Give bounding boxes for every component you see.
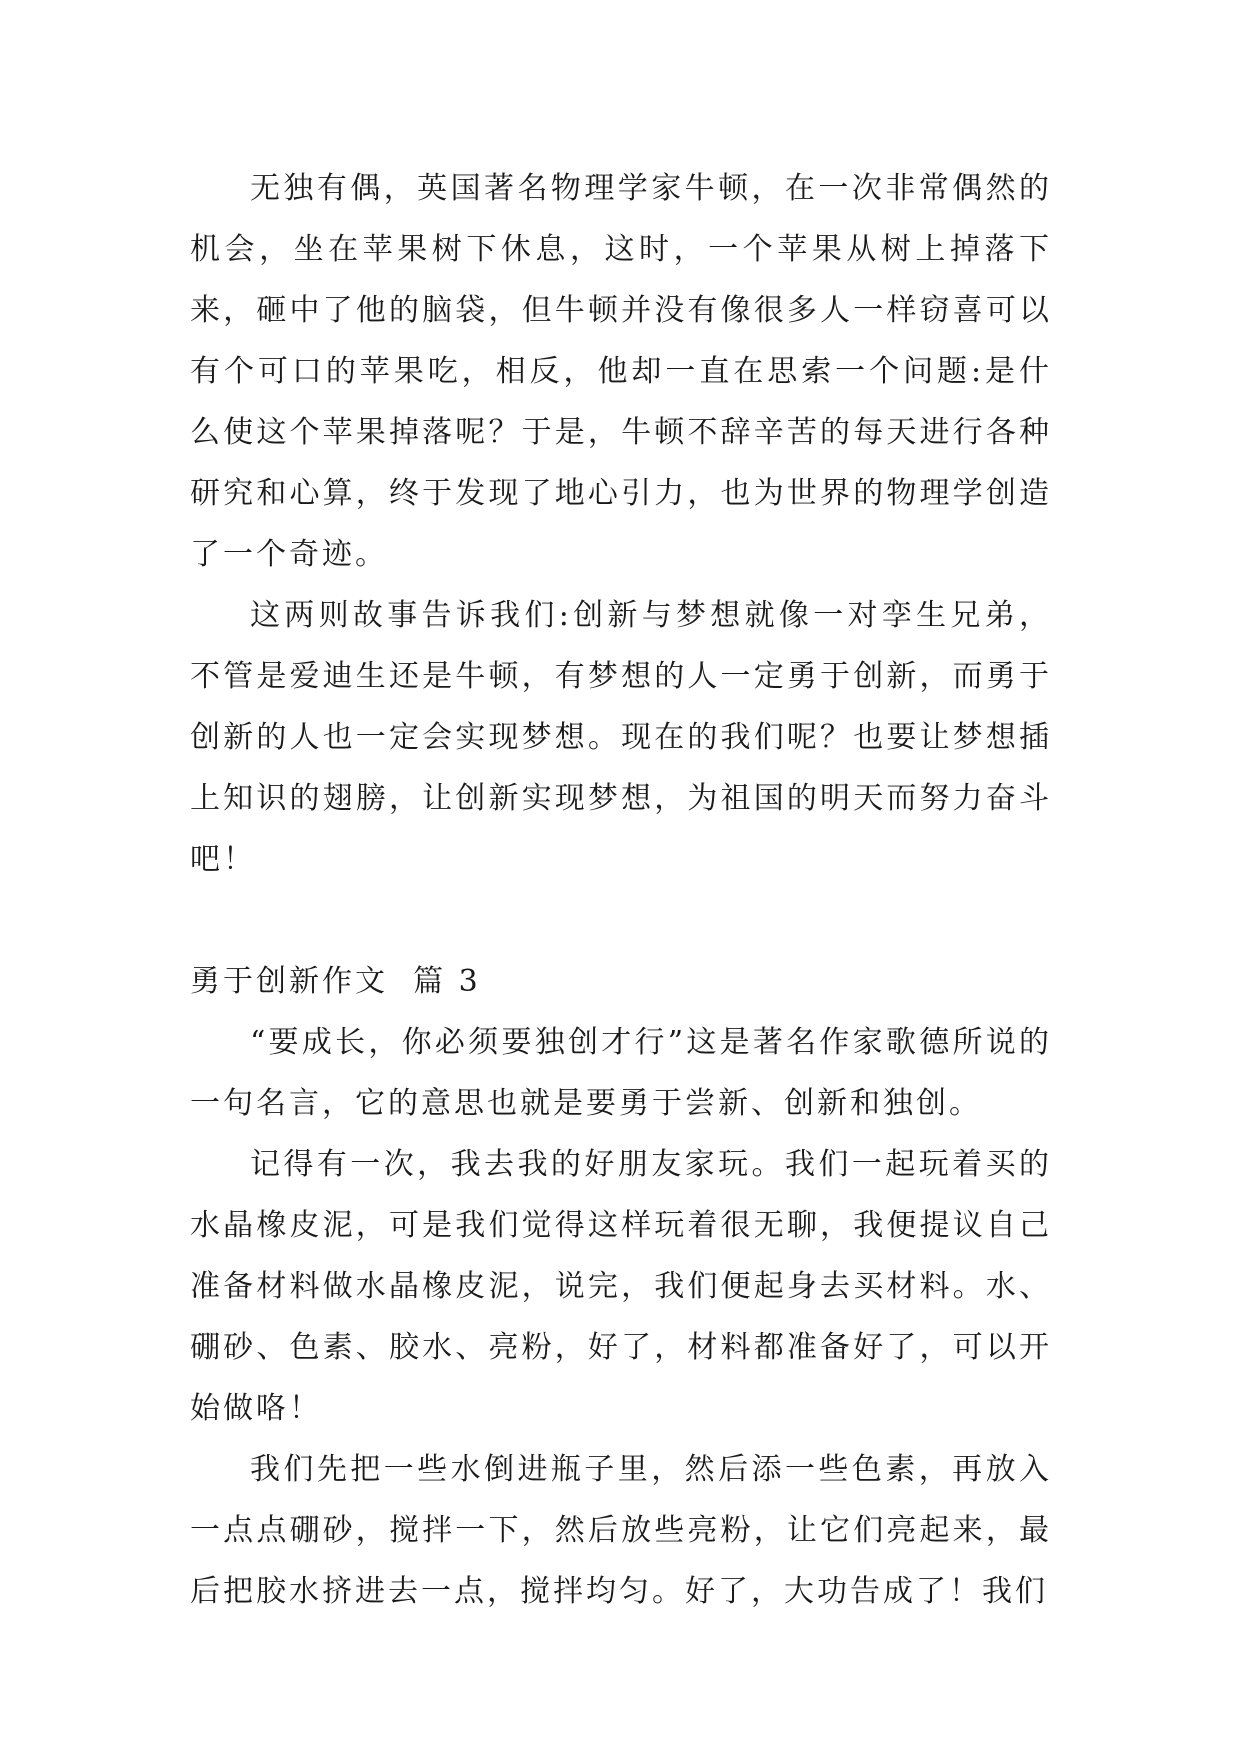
document-body bbox=[190, 158, 1052, 1622]
paragraph: 这两则故事告诉我们:创新与梦想就像一对孪生兄弟，不管是爱迪生还是牛顿，有梦想的人一定勇于创新，而勇于创新的人也一定会实现梦想。现在的我们呢？也要让梦想插上知识的翅膀，让创新实现梦想，为祖国的明天而努力奋斗吧！ bbox=[190, 598, 1052, 877]
paragraph: 无独有偶，英国著名物理学家牛顿，在一次非常偶然的机会，坐在苹果树下休息，这时，一个苹果从树上掉落下来，砸中了他的脑袋，但牛顿并没有像很多人一样窃喜可以有个可口的苹果吃，相反，他却一直在思索一个问题:是什么使这个苹果掉落呢？于是，牛顿不辞辛苦的每天进行各种研究和心算，终于发现了地心引力，也为世界的物理学创造了一个奇迹。 bbox=[190, 171, 1052, 572]
paragraph: 记得有一次，我去我的好朋友家玩。我们一起玩着买的水晶橡皮泥，可是我们觉得这样玩着很无聊，我便提议自己准备材料做水晶橡皮泥，说完，我们便起身去买材料。水、硼砂、色素、胶水、亮粉，好了，材料都准备好了，可以开始做咯！ bbox=[190, 1147, 1052, 1426]
paragraph: “要成长，你必须要独创才行”这是著名作家歌德所说的一句名言，它的意思也就是要勇于尝新、创新和独创。 bbox=[190, 1025, 1052, 1121]
paragraph: 我们先把一些水倒进瓶子里，然后添一些色素，再放入一点点硼砂，搅拌一下，然后放些亮粉，让它们亮起来，最后把胶水挤进去一点，搅拌均匀。好了，大功告成了！我们 bbox=[190, 1452, 1052, 1609]
section-heading: 勇于创新作文 篇 3 bbox=[190, 964, 481, 999]
